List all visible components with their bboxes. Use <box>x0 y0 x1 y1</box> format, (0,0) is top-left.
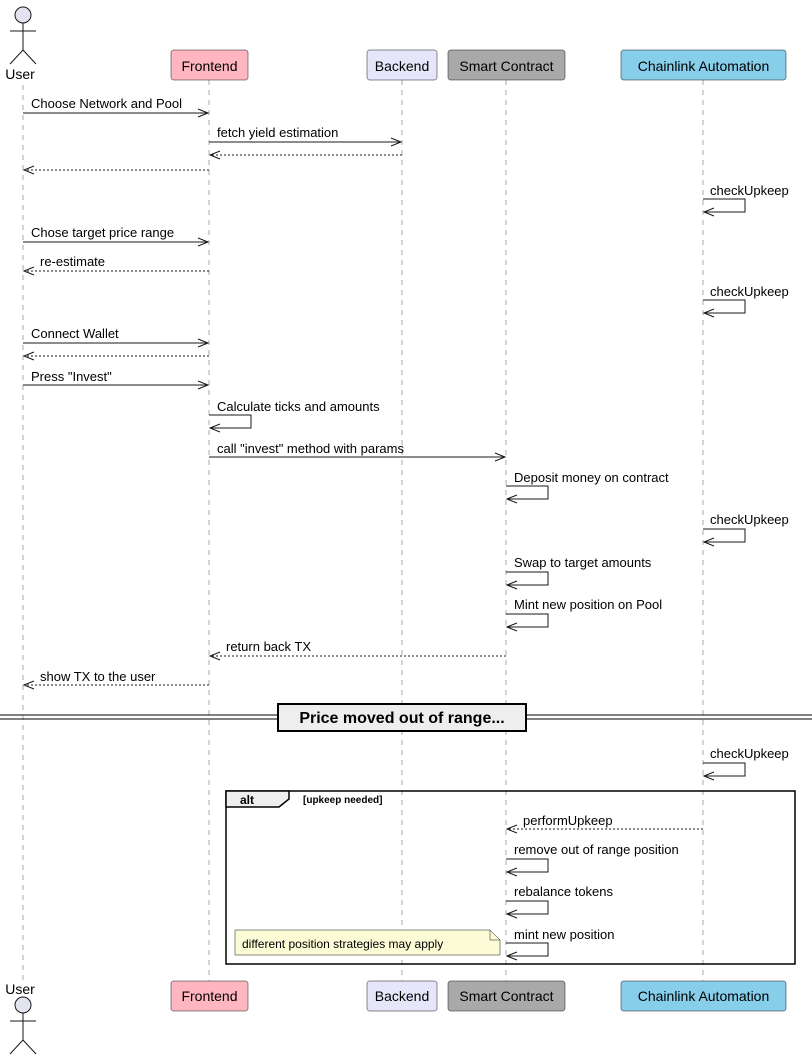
participants-top <box>5 7 786 82</box>
note <box>235 930 500 955</box>
participant-label-chainlink-automation: Chainlink Automation <box>637 988 770 1004</box>
participant-label-user: User <box>5 66 35 82</box>
participant-backend-bottom <box>367 981 437 1011</box>
self-message-arrow <box>506 555 652 589</box>
message-arrow <box>507 813 703 833</box>
message-label: checkUpkeep <box>710 746 789 761</box>
alt-condition: [upkeep needed] <box>303 795 383 806</box>
message-arrow <box>209 125 401 146</box>
message-label: Deposit money on contract <box>514 470 669 485</box>
participant-label-backend: Backend <box>374 58 430 74</box>
message-arrow <box>24 352 209 360</box>
message-arrow <box>23 326 208 347</box>
self-message-arrow <box>703 183 789 216</box>
self-message-arrow <box>703 746 789 780</box>
participant-label-smart-contract: Smart Contract <box>459 988 554 1004</box>
message-label: re-estimate <box>40 254 106 269</box>
alt-frame <box>226 791 795 964</box>
alt-frame-tab <box>226 791 289 807</box>
message-label: fetch yield estimation <box>217 125 339 140</box>
participants-bottom <box>5 981 786 1054</box>
participant-smart-contract-bottom <box>448 981 565 1011</box>
message-label: Swap to target amounts <box>514 555 652 570</box>
message-label: Choose Network and Pool <box>31 96 183 111</box>
self-message-arrow <box>506 927 614 960</box>
message-arrow <box>210 151 402 159</box>
participant-frontend-top <box>171 50 248 80</box>
divider-label: Price moved out of range... <box>299 710 505 727</box>
participant-backend-top <box>367 50 437 80</box>
message-arrow <box>23 225 208 246</box>
self-message-arrow <box>506 470 669 503</box>
participant-label-user: User <box>5 981 35 997</box>
participant-chainlink-automation-bottom <box>621 981 786 1011</box>
self-message-arrow <box>209 399 380 432</box>
message-arrow <box>210 639 506 660</box>
divider <box>0 704 812 731</box>
messages <box>23 96 789 689</box>
message-arrow <box>24 166 209 174</box>
stick-figure-icon <box>10 7 36 64</box>
message-label: performUpkeep <box>523 813 613 828</box>
participant-label-smart-contract: Smart Contract <box>459 58 554 74</box>
message-label: checkUpkeep <box>710 183 789 198</box>
message-label: Chose target price range <box>31 225 175 240</box>
self-message-arrow <box>506 842 679 876</box>
message-label: rebalance tokens <box>514 884 614 899</box>
message-arrow <box>24 254 209 275</box>
message-label: Mint new position on Pool <box>514 597 663 612</box>
message-label: Connect Wallet <box>31 326 119 341</box>
note-text: different position strategies may apply <box>242 937 444 951</box>
message-label: show TX to the user <box>40 669 156 684</box>
message-label: Calculate ticks and amounts <box>217 399 380 414</box>
message-label: remove out of range position <box>514 842 679 857</box>
self-message-arrow <box>703 284 789 317</box>
message-label: Press "Invest" <box>31 369 112 384</box>
participant-label-backend: Backend <box>374 988 430 1004</box>
message-label: call "invest" method with params <box>217 441 404 456</box>
message-label: return back TX <box>226 639 312 654</box>
message-arrow <box>24 669 209 689</box>
self-message-arrow <box>506 884 614 918</box>
message-arrow <box>23 96 208 117</box>
message-arrow <box>209 441 505 461</box>
stick-figure-icon <box>10 997 36 1054</box>
participant-frontend-bottom <box>171 981 248 1011</box>
message-label: mint new position <box>514 927 615 942</box>
participant-label-chainlink-automation: Chainlink Automation <box>637 58 770 74</box>
participant-chainlink-automation-top <box>621 50 786 80</box>
self-message-arrow <box>506 597 662 631</box>
participant-smart-contract-top <box>448 50 565 80</box>
self-message-arrow <box>703 512 789 546</box>
participant-label-frontend: Frontend <box>181 58 238 74</box>
message-label: checkUpkeep <box>710 512 789 527</box>
message-arrow <box>23 369 208 389</box>
message-label: checkUpkeep <box>710 284 789 299</box>
messages-after-divider <box>703 746 789 780</box>
actor-user-top <box>5 7 36 82</box>
participant-label-frontend: Frontend <box>181 988 238 1004</box>
alt-keyword: alt <box>240 793 255 807</box>
actor-user-bottom <box>5 981 36 1054</box>
